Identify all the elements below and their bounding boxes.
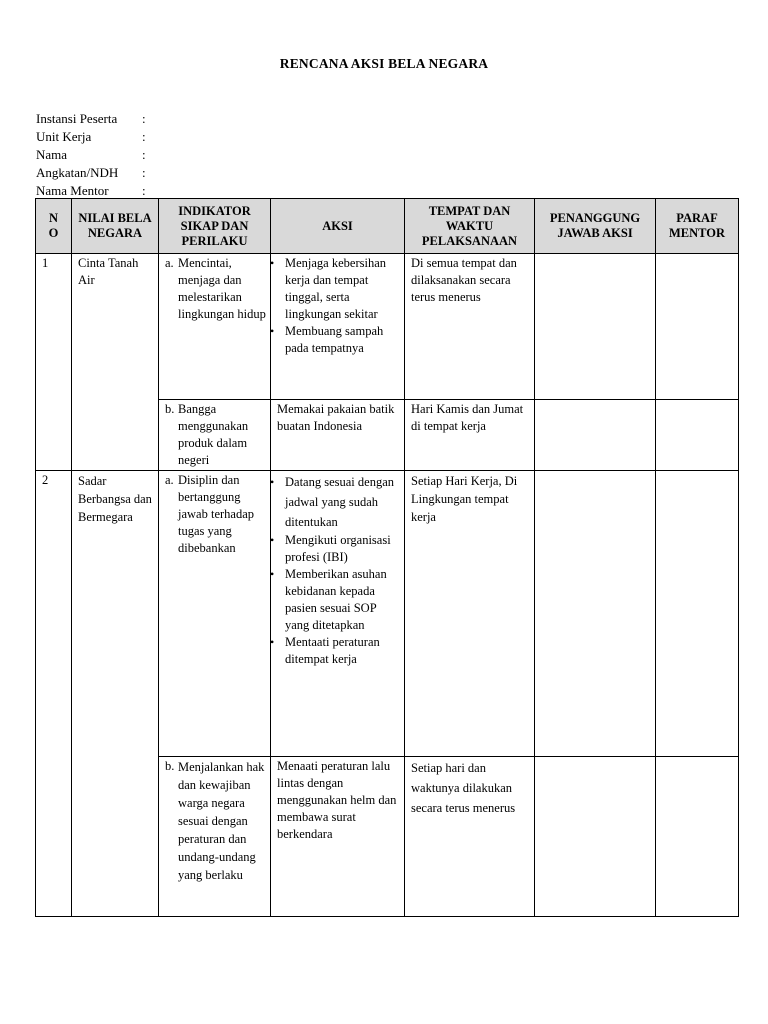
info-colon: : <box>142 129 146 144</box>
aksi-cell <box>271 471 405 757</box>
tempat-cell: Setiap Hari Kerja, Di Lingkungan tempat kerja <box>405 471 535 757</box>
paraf-cell <box>656 471 739 757</box>
penanggung-cell <box>535 400 656 471</box>
penanggung-cell <box>535 471 656 757</box>
item-letter: b. <box>165 759 175 773</box>
row-number: 1 <box>36 254 72 471</box>
indikator-text: Menjalankan hak dan kewajiban warga negara sesuai dengan peraturan dan undang-undang yang berlaku <box>178 760 265 882</box>
paraf-cell <box>656 400 739 471</box>
list-item: • Datang sesuai dengan jadwal yang sudah ditentukan <box>273 472 400 532</box>
penanggung-cell <box>535 254 656 400</box>
nilai-cell: Cinta Tanah Air <box>72 254 159 471</box>
header-no: N O <box>36 199 72 254</box>
list-item: • Mentaati peraturan ditempat kerja <box>273 634 400 668</box>
list-item: • Menjaga kebersihan kerja dan tempat tinggal, serta lingkungan sekitar <box>273 255 400 323</box>
indikator-cell <box>159 400 271 471</box>
document-title: RENCANA AKSI BELA NEGARA <box>279 56 489 71</box>
header-aksi: AKSI <box>271 199 405 254</box>
header-penanggung: PENANGGUNG JAWAB AKSI <box>535 199 656 254</box>
info-colon: : <box>142 147 146 162</box>
header-indikator: INDIKATOR SIKAP DAN PERILAKU <box>159 199 271 254</box>
indikator-cell <box>159 757 271 917</box>
header-nilai: NILAI BELA NEGARA <box>72 199 159 254</box>
item-letter: b. <box>165 402 175 416</box>
indikator-text: Bangga menggunakan produk dalam negeri <box>178 402 249 467</box>
penanggung-cell <box>535 757 656 917</box>
info-colon: : <box>142 111 146 126</box>
indikator-text: Mencintai, menjaga dan melestarikan lingkungan hidup <box>178 256 266 321</box>
header-row <box>36 199 739 254</box>
row-number: 2 <box>36 471 72 917</box>
nilai-cell: Sadar Berbangsa dan Bermegara <box>72 471 159 917</box>
aksi-cell: Menaati peraturan lalu lintas dengan menggunakan helm dan membawa surat berkendara <box>271 757 405 917</box>
header-paraf: PARAF MENTOR <box>656 199 739 254</box>
item-letter: a. <box>165 473 174 487</box>
info-label: Angkatan/NDH <box>36 165 119 180</box>
table-row <box>36 254 739 400</box>
tempat-cell: Hari Kamis dan Jumat di tempat kerja <box>405 400 535 471</box>
list-item: • Mengikuti organisasi profesi (IBI) <box>273 532 400 566</box>
list-item: • Memberikan asuhan kebidanan kepada pasien sesuai SOP yang ditetapkan <box>273 566 400 634</box>
info-colon: : <box>142 165 146 180</box>
info-label: Instansi Peserta <box>36 111 118 126</box>
action-plan-table <box>35 198 739 917</box>
paraf-cell <box>656 254 739 400</box>
info-label: Unit Kerja <box>36 129 92 144</box>
header-tempat: TEMPAT DAN WAKTU PELAKSANAAN <box>405 199 535 254</box>
list-item: • Membuang sampah pada tempatnya <box>273 323 400 357</box>
indikator-text: Disiplin dan bertanggung jawab terhadap tugas yang dibebankan <box>178 473 255 555</box>
info-label: Nama <box>36 147 68 162</box>
paraf-cell <box>656 757 739 917</box>
info-label: Nama Mentor <box>36 183 109 198</box>
indikator-cell <box>159 471 271 757</box>
info-colon: : <box>142 183 146 198</box>
indikator-cell <box>159 254 271 400</box>
item-letter: a. <box>165 256 174 270</box>
table-row <box>36 471 739 757</box>
aksi-cell: Memakai pakaian batik buatan Indonesia <box>271 400 405 471</box>
tempat-cell: Setiap hari dan waktunya dilakukan secara terus menerus <box>405 757 535 917</box>
aksi-cell <box>271 254 405 400</box>
tempat-cell: Di semua tempat dan dilaksanakan secara terus menerus <box>405 254 535 400</box>
